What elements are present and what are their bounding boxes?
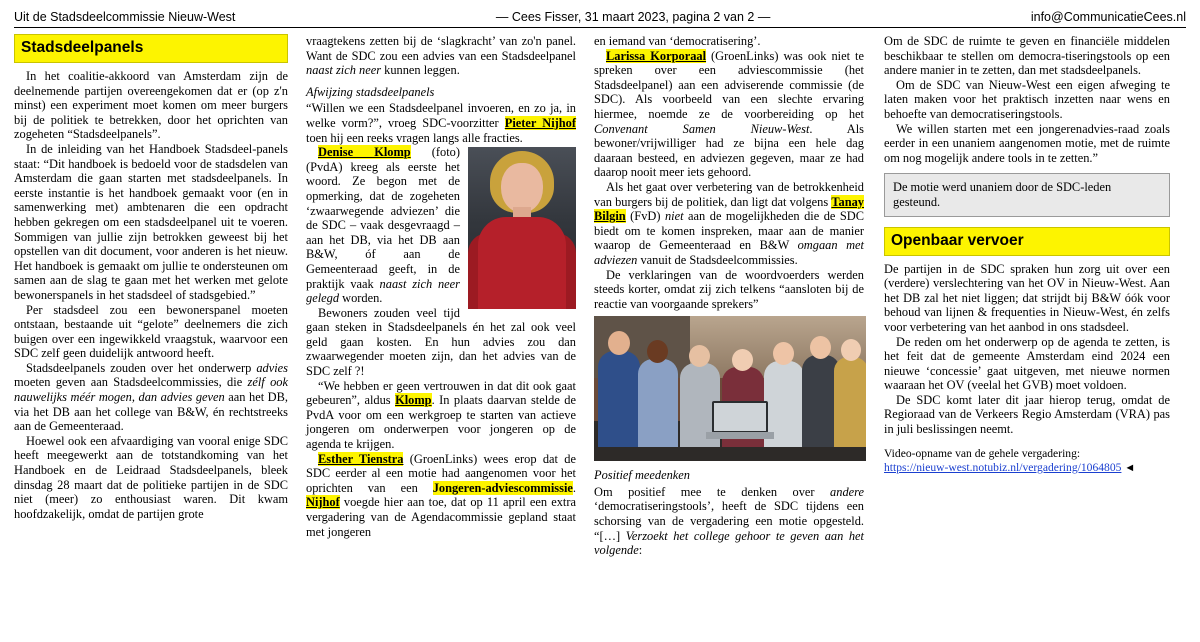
text-run: . In plaats daarvan stelde de PvdA voor om een werkgroep te starten van actieve jongeren om onderwerpen voor jongeren op de agenda te krijgen. — [306, 393, 576, 452]
paragraph: Hoewel ook een afvaardiging van vooral enige SDC heeft meegewerkt aan de totstandkoming van het Handboek en de Leidraad Stadsdeelpanels, bleek dinsdag 28 maart dat de politieke partijen in de SDC niet (meer) zo enthousiast waren. Dit kwam hoofdzakelijk, omdat de partijen grote — [14, 433, 288, 521]
paragraph: Om de SDC de ruimte te geven en financiële middelen beschikbaar te stellen om democra-tiseringstools op een andere manier in te zetten, dan met stadsdeelpanels. — [884, 34, 1170, 78]
text-run: : — [638, 543, 643, 558]
highlighted-name: Pieter Nijhof — [504, 115, 576, 130]
highlighted-name: Klomp — [395, 393, 432, 408]
text-run-italic: zélf ook nauwelijks méér mogen, dan advies geven — [14, 375, 288, 405]
text-run: (GroenLinks) wees erop dat de SDC eerder al een motie had aangenomen voor het oprichten van een — [306, 451, 576, 495]
text-run: “Willen we een Stadsdeelpanel invoeren, en zo ja, in welke vorm?”, vroeg SDC-voorzitter — [306, 101, 576, 130]
text-run: . Als bewoner/vrijwilliger had ze bijna een hele dag daaraan besteed, en adviezen gegeven, maar ze had daarop nooit meer iets gehoord. — [594, 121, 864, 180]
highlighted-term: Jongeren-adviescommissie — [432, 480, 573, 495]
photo-person — [638, 359, 678, 447]
text-run: “We hebben er geen vertrouwen in dat dit ook gaat gebeuren”, aldus — [306, 378, 576, 408]
highlighted-name: Denise Klomp — [318, 145, 411, 160]
text-run-italic: naast zich neer — [306, 63, 382, 78]
article-columns — [14, 34, 1186, 630]
section-header-stadsdeelpanels: Stadsdeelpanels — [14, 34, 288, 63]
column-4 — [878, 34, 1170, 630]
text-run: moeten geven aan Stadsdeelcommissies, die — [14, 375, 248, 390]
text-run: toen hij een reeks vragen langs alle fracties. — [306, 130, 523, 145]
text-run: worden. — [339, 291, 383, 306]
group-photo — [594, 316, 866, 461]
paragraph: De partijen in de SDC spraken hun zorg uit over een (verdere) verslechtering van het OV in Nieuw-West. Aan het DB zal het niet liggen; dat strijdt bij B&W óók voor behoud van lijnen & frequenties in Nieuw-West, én zelfs voor verbetering van het aanbod in ons stadsdeel. — [884, 261, 1170, 334]
paragraph — [306, 34, 576, 78]
masthead — [14, 10, 1186, 28]
text-run: Als het gaat over verbetering van de betrokkenheid van burgers bij de politiek, dan ligt dat volgens — [594, 179, 864, 209]
paragraph: Bewoners zouden veel tijd gaan steken in Stadsdeelpanels én het zal ook veel geld gaan kosten. En hun advies zou dan zwaarwegender moeten zijn, dan het advies van de SDC zelf ?! — [306, 305, 576, 379]
paragraph: De reden om het onderwerp op de agenda te zetten, is het feit dat de gemeente Amsterdam eind 2024 een nieuwe ‘concessie’ gaat uitgeven, met nieuwe normen waaraan het OV (veelal het GVB) moet voldoen. — [884, 334, 1170, 393]
text-run-italic: andere — [830, 484, 864, 499]
paragraph: Per stadsdeel zou een bewonerspanel moeten ontstaan, bestaande uit “gelote” deelnemers die zich buigen over een ingewikkeld vraagstuk, waarvoor een SDC zelf geen duidelijk antwoord heeft. — [14, 302, 288, 361]
highlighted-name: Nijhof — [306, 495, 340, 510]
text-run: Stadsdeelpanels zouden over het onderwerp — [26, 360, 257, 375]
masthead-left: Uit de Stadsdeelcommissie Nieuw-West — [14, 10, 236, 24]
text-run: ‘democratiseringstools’, heeft de SDC tijdens een schorsing van de vergadering een motie opgesteld. “[…] — [594, 499, 864, 543]
paragraph: Om de SDC van Nieuw-West een eigen afweging te laten maken voor het praktisch inzetten naar wens en behoefte van democratiseringstools. — [884, 77, 1170, 121]
text-run: voegde hier aan toe, dat op 11 april een extra vergadering van de Agendacommissie gepland staat met jongeren — [306, 495, 576, 539]
photo-person — [598, 351, 640, 447]
video-footnote-label: Video-opname van de gehele vergadering: — [884, 446, 1081, 460]
paragraph — [594, 49, 864, 180]
portrait-photo-denise-klomp — [468, 147, 576, 309]
text-run: vraagtekens zetten bij de ‘slagkracht’ van zo'n panel. Want de SDC zou een advies van een Stadsdeelpanel — [306, 34, 576, 63]
section-header-openbaar-vervoer: Openbaar vervoer — [884, 227, 1170, 256]
text-run: vanuit de Stadsdeelcommissies. — [637, 252, 798, 267]
arrow-left-icon: ◄ — [1124, 461, 1136, 474]
text-run-italic: omgaan met adviezen — [594, 238, 864, 267]
text-run: (foto) (PvdA) kreeg als eerste het woord. Ze begon met de opmerking, dat de zogeheten ‘zwaarwegende adviezen’ die de SDC – vaak desgevraagd – aan het DB, via het DB aan B&W, óf aan de Gemeenteraad geeft, in de praktijk vaak — [306, 145, 460, 291]
masthead-center: — Cees Fisser, 31 maart 2023, pagina 2 van 2 — — [495, 10, 771, 24]
text-run: Om positief mee te denken over — [594, 484, 831, 499]
text-run-italic: naast zich neer gelegd — [306, 276, 460, 306]
highlighted-name: Esther Tienstra — [318, 451, 404, 466]
paragraph: De verklaringen van de woordvoerders werden steeds korter, omdat zij zich telkens “aansloten bij de reactie van voorgaande sprekers” — [594, 267, 864, 311]
column-2 — [302, 34, 590, 630]
kicker-positief-meedenken: Positief meedenken — [594, 468, 690, 483]
column-3 — [590, 34, 878, 630]
text-run-italic: niet — [664, 209, 684, 224]
paragraph — [594, 485, 864, 558]
pullquote-box: De motie werd unaniem door de SDC-leden gesteund. — [884, 173, 1170, 216]
text-run: . — [572, 480, 576, 495]
text-run-italic: Convenant Samen Nieuw-West — [594, 121, 810, 136]
text-run-italic: Verzoekt het college gehoor te geven aan het volgende — [594, 528, 864, 558]
paragraph: We willen starten met een jongerenadvies-raad zoals eerder in een unaniem aangenomen motie, met de ruimte om nog mogelijk andere tools in te zetten.” — [884, 121, 1170, 165]
paragraph — [306, 452, 576, 540]
paragraph — [14, 361, 288, 434]
paragraph: In de inleiding van het Handboek Stadsdeel-panels staat: “Dit handboek is bedoeld voor de stadsdelen van Amsterdam die gaan starten met stadsdeelpanels. In eerste instantie is het handboek gemaakt voor (en in samenwerking met) ambtenaren die een opdracht hebben gekregen om een stadsdeelpanel uit te voeren. Sommigen van jullie zijn betrokken geweest bij het opstellen van dit document, voor anderen is het nieuw. Het handboek is gemaakt om jullie te ondersteunen om samen aan de slag te gaan met het werken met gelote bewonerspanels in het stadsdeel of stadsgebied.” — [14, 141, 288, 302]
column-1 — [14, 34, 302, 630]
text-run: aan het DB, via het DB aan het college van B&W, én rechtstreeks aan de Gemeenteraad. — [14, 390, 288, 434]
text-run: (GroenLinks) was ook niet te spreken over een adviescommissie (het Stadsdeelpanel) aan een adviserende commissie (de SDC). Als voorbeeld van een slechte ervaring hiermee, noemde ze de voorbereiding op het — [594, 48, 864, 121]
paragraph: De SDC komt later dit jaar hierop terug, omdat de Regioraad van de Verkeers Regio Amsterdam (VRA) pas in juli beslissingen neemt. — [884, 392, 1170, 437]
text-run: (FvD) — [625, 209, 665, 224]
text-run: aan de mogelijkheden die de SDC biedt om te komen inspreken, maar aan de manier waarop de Gemeenteraad en B&W — [594, 209, 864, 253]
photo-face — [501, 163, 543, 213]
masthead-right: info@CommunicatieCees.nl — [1030, 10, 1186, 24]
text-run-italic: advies — [256, 360, 288, 375]
highlighted-name: Larissa Korporaal — [606, 48, 707, 63]
photo-laptop — [712, 401, 768, 433]
video-footnote — [884, 447, 1170, 475]
video-link[interactable]: https://nieuw-west.notubiz.nl/vergadering/1064805 — [884, 460, 1122, 474]
highlighted-name: Tanay Bilgin — [594, 194, 864, 224]
paragraph — [594, 180, 864, 268]
photo-person — [834, 357, 866, 447]
paragraph: In het coalitie-akkoord van Amsterdam zijn de deelnemende partijen overeengekomen dat er (op z'n minst) een experiment moet komen om meer burgers bij de politiek te betrekken, door het oprichten van zogeheten “Stadsdeelpanels”. — [14, 69, 288, 142]
photo-torso — [478, 217, 566, 309]
text-run: kunnen leggen. — [381, 63, 460, 78]
paragraph: en iemand van ‘democratisering’. — [594, 34, 761, 48]
paragraph — [306, 379, 576, 452]
paragraph — [306, 101, 576, 145]
kicker-afwijzing: Afwijzing stadsdeelpanels — [306, 84, 435, 99]
